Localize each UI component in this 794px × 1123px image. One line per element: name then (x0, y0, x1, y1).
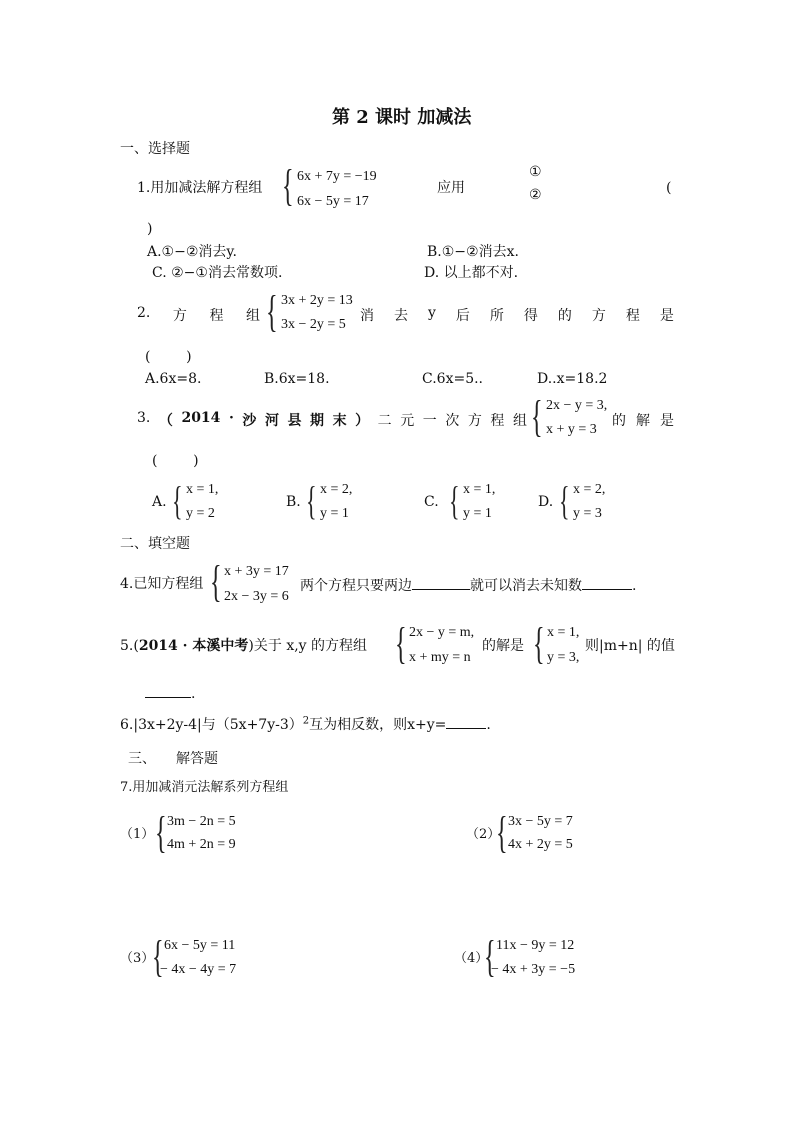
q5-prefix (120, 639, 367, 653)
q2-lead-char: 方 (172, 308, 187, 324)
q1-brace: { (282, 161, 294, 210)
q3-lead-char: 县 (287, 413, 302, 429)
q2-tail-char: 所 (489, 308, 504, 324)
q2-eq2: 3x − 2y = 5 (281, 317, 346, 332)
q3-lead-char: 程 (490, 413, 505, 429)
q7-part3-label: （3） (120, 951, 155, 966)
q3-lead-char: 期 (310, 413, 325, 429)
q5-sol2: y = 3, (547, 650, 580, 665)
q5-blank[interactable] (145, 685, 191, 698)
q4-prefix: 4.已知方程组 (120, 576, 204, 592)
q1-option-a: A.①−②消去y. (147, 244, 237, 260)
q2-lead-char: 2. (137, 305, 151, 321)
q3-paren: ( ) (152, 453, 199, 469)
q5-prefix-close: )关于 x,y 的方程组 (248, 638, 368, 654)
q3-option-a-label: A. (152, 494, 167, 510)
q7-part1-eq2: 4m + 2n = 9 (167, 837, 236, 852)
q2-lead-char: 组 (246, 308, 260, 324)
q7-part2-label: （2） (466, 827, 501, 842)
q3-lead-char: 末 (332, 413, 347, 429)
q3-option-c-line2: y = 1 (463, 506, 492, 521)
q4-end: . (632, 578, 637, 594)
q7-part2-eq2: 4x + 2y = 5 (508, 837, 573, 852)
q3-tail-char: 的 (612, 413, 626, 429)
q3-lead-char: 沙 (242, 413, 257, 429)
q2-option-d: D..x=18.2 (537, 371, 608, 387)
q5-prefix-open: 5.( (120, 638, 139, 654)
q2-lead (137, 305, 260, 325)
q4-eq1: x + 3y = 17 (224, 564, 289, 579)
section-heading-fill: 二、填空题 (120, 536, 190, 552)
q3-lead-char: 河 (264, 413, 279, 429)
q6-text-b: 互为相反数，则x+y= (309, 717, 447, 733)
q3-lead-char: （ (158, 413, 173, 429)
q4-mid2-text: 就可以消去未知数 (470, 578, 582, 594)
q1-paren-open: ( (666, 180, 672, 196)
q5-answer (145, 685, 195, 701)
q5-solution-brace: { (533, 619, 545, 668)
q3-lead (137, 410, 527, 430)
q4-blank-1[interactable] (412, 577, 470, 590)
q1-option-c: C. ②−①消去常数项. (152, 265, 283, 281)
q7-part2-brace: { (496, 808, 508, 857)
q1-option-b: B.①−②消去x. (427, 244, 519, 260)
q3-option-b-brace: { (306, 478, 317, 523)
q7-part1-label: （1） (120, 827, 155, 842)
q3-lead-char: 3. (137, 410, 151, 426)
q1-option-d: D. 以上都不对. (424, 265, 519, 281)
q2-tail-char: 得 (523, 308, 538, 324)
q3-lead-char: 二 (377, 413, 392, 429)
section-heading-choice: 一、选择题 (120, 141, 190, 157)
q7-part4-brace: { (484, 932, 496, 981)
q1-eq2: 6x − 5y = 17 (297, 194, 369, 209)
q4-brace: { (210, 557, 222, 606)
q2-option-a: A.6x=8. (145, 371, 202, 387)
q2-paren: ( ) (145, 349, 192, 365)
q2-tail-char: y (428, 305, 436, 321)
q3-eq2: x + y = 3 (546, 422, 597, 437)
q1-eq1: 6x + 7y = −19 (297, 169, 377, 184)
q7-part1-eq1: 3m − 2n = 5 (167, 814, 236, 829)
q5-brace: { (395, 619, 407, 668)
q2-eq1: 3x + 2y = 13 (281, 293, 353, 308)
q7-part4-label: （4） (454, 951, 489, 966)
q1-mark1: ① (529, 164, 542, 180)
q3-option-a-brace: { (172, 478, 183, 523)
q3-option-b-line1: x = 2, (320, 482, 353, 497)
q3-lead-char: 元 (400, 413, 415, 429)
q3-option-c-label: C. (424, 494, 439, 510)
q3-option-b-line2: y = 1 (320, 506, 349, 521)
q7-part4-eq2: − 4x + 3y = −5 (491, 962, 576, 977)
q3-option-d-line1: x = 2, (573, 482, 606, 497)
q3-lead-char: · (228, 410, 234, 426)
q6-superscript: 2 (302, 715, 310, 727)
q3-option-c-brace: { (449, 478, 460, 523)
q2-tail (360, 305, 674, 325)
q1-paren-close: ) (147, 221, 153, 237)
q3-lead-char: 组 (512, 413, 527, 429)
q3-option-d-label: D. (538, 494, 554, 510)
q7-part3-eq1: 6x − 5y = 11 (164, 938, 236, 953)
q3-eq1: 2x − y = 3, (546, 398, 608, 413)
q2-option-b: B.6x=18. (264, 371, 330, 387)
q3-option-a-line1: x = 1, (186, 482, 219, 497)
q3-tail (612, 410, 674, 430)
q4-eq2: 2x − 3y = 6 (224, 589, 289, 604)
q3-lead-char: 次 (445, 413, 460, 429)
q3-lead-char: 一 (422, 413, 437, 429)
q2-tail-char: 程 (625, 308, 640, 324)
q3-brace: { (531, 392, 543, 441)
section-heading-solve: 解答题 (176, 751, 218, 767)
q5-eq2: x + my = n (409, 650, 471, 665)
q3-lead-char: ） (355, 413, 370, 429)
q3-option-d-line2: y = 3 (573, 506, 602, 521)
q5-eq1: 2x − y = m, (409, 625, 475, 640)
q5-source: 2014 · 本溪中考 (138, 638, 249, 654)
q4-middle (300, 577, 636, 593)
q2-tail-char: 消 (360, 308, 374, 324)
q7-part1-brace: { (155, 808, 167, 857)
q2-option-c: C.6x=5.. (422, 371, 484, 387)
q3-option-a-line2: y = 2 (186, 506, 215, 521)
q7-part4-eq1: 11x − 9y = 12 (496, 938, 575, 953)
q7-prompt: 7.用加减消元法解系列方程组 (120, 780, 289, 795)
q2-tail-char: 后 (455, 308, 470, 324)
section-heading-solve-number: 三、 (128, 751, 156, 767)
q6-blank[interactable] (446, 716, 486, 729)
q3-option-c-line1: x = 1, (463, 482, 496, 497)
q7-part2-eq1: 3x − 5y = 7 (508, 814, 573, 829)
q5-middle: 的解是 (482, 638, 524, 654)
q7-part3-brace: { (152, 932, 164, 981)
q2-lead-char: 程 (209, 308, 224, 324)
q2-tail-char: 去 (394, 308, 408, 324)
q4-middle-text: 两个方程只要两边 (300, 578, 412, 594)
q5-end: . (191, 686, 196, 702)
q1-mark2: ② (529, 187, 542, 203)
q6-end: . (486, 717, 491, 733)
q4-blank-2[interactable] (582, 577, 632, 590)
q3-lead-char: 方 (467, 413, 482, 429)
q3-option-d-brace: { (559, 478, 570, 523)
q2-brace: { (266, 287, 278, 336)
q1-prefix: 1.用加减法解方程组 (137, 180, 263, 196)
q3-tail-char: 解 (636, 413, 650, 429)
q3-lead-char: 2014 (181, 410, 221, 426)
q2-tail-char: 的 (557, 308, 572, 324)
q6-text-a: 6.|3x+2y-4|与（5x+7y-3） (120, 717, 303, 733)
page-title: 第 2 课时 加减法 (332, 107, 472, 128)
q2-tail-char: 方 (591, 308, 606, 324)
q3-option-b-label: B. (286, 494, 301, 510)
q2-tail-char: 是 (659, 308, 674, 324)
q1-apply: 应用 (437, 180, 465, 196)
q5-after: 则|m+n| 的值 (585, 638, 675, 654)
q6-text (120, 716, 491, 732)
q3-tail-char: 是 (660, 413, 674, 429)
q5-sol1: x = 1, (547, 625, 580, 640)
q7-part3-eq2: − 4x − 4y = 7 (160, 962, 237, 977)
